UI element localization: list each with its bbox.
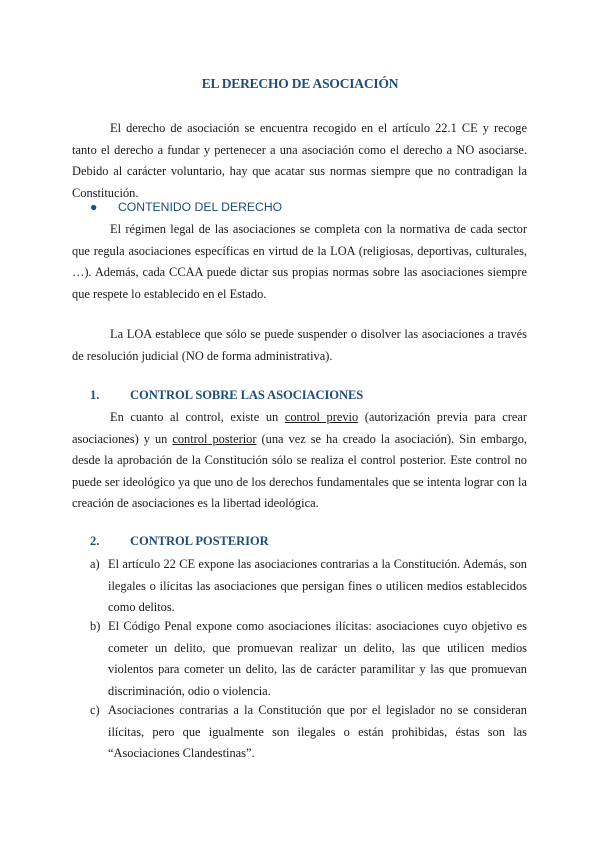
section-posterior-title: CONTROL POSTERIOR: [130, 534, 269, 548]
bullet-icon: ●: [90, 200, 98, 214]
list-letter: a): [90, 557, 100, 571]
section-number: 1.: [90, 388, 100, 402]
list-letter: b): [90, 619, 101, 633]
control-previo-term: control previo: [284, 410, 359, 424]
control-paragraph: [72, 407, 527, 515]
document-title: EL DERECHO DE ASOCIACIÓN: [201, 76, 399, 91]
list-item-c: [90, 700, 527, 765]
list-item-text: El artículo 22 CE expone las asociaciones contrarias a la Constitución. Además, son ilegales o ilícitas las asociaciones que persigan fines o utilicen medios establecidos como delitos.: [108, 557, 527, 614]
list-letter: c): [90, 703, 100, 717]
list-item-text: El Código Penal expone como asociaciones ilícitas: asociaciones cuyo objetivo es cometer un delito, que promuevan realizar un delito, las que utilicen medios violentos para cometer un delito, las de carácter paramilitar y las que promuevan discriminación, odio o violencia.: [108, 619, 527, 698]
list-item-text: Asociaciones contrarias a la Constitución que por el legislador no se consideran ilícitas, pero que igualmente son ilegales o están prohibidas, éstas son las “Asociaciones Clandestinas”.: [108, 703, 527, 760]
contenido-paragraph-1: El régimen legal de las asociaciones se completa con la normativa de cada sector que regula asociaciones específicas en virtud de la LOA (religiosas, deportivas, culturales, …). Además, cada CCAA puede dictar sus propias normas sobre las asociaciones siempre que respete lo establecido en el Estado.: [72, 222, 527, 301]
control-text-b: (autorización previa para crear asociaciones) y un: [72, 410, 528, 446]
section-contenido-heading: [90, 200, 282, 214]
control-text-a: En cuanto al control, existe un: [110, 410, 285, 424]
section-control-title: CONTROL SOBRE LAS ASOCIACIONES: [130, 388, 364, 402]
list-item-b: [90, 616, 527, 702]
section-control-heading: [90, 388, 363, 403]
section-number: 2.: [90, 534, 100, 548]
control-posterior-term: control posterior: [172, 431, 257, 446]
intro-paragraph: El derecho de asociación se encuentra recogido en el artículo 22.1 CE y recoge tanto el derecho a fundar y pertenecer a una asociación como el derecho a NO asociarse. Debido al carácter voluntario, hay que acatar sus normas siempre que no contradigan la Constitución.: [72, 121, 527, 200]
section-posterior-heading: [90, 534, 269, 549]
control-text-c: (una vez se ha creado la asociación). Sin embargo, desde la aprobación de la Constitución sólo se realiza el control posterior. Este control no puede ser ideológico ya que uno de los derechos fundamentales que se intenta lograr con la creación de asociaciones es la libertad ideológica.: [72, 431, 527, 510]
list-item-a: [90, 554, 527, 619]
section-contenido-title: CONTENIDO DEL DERECHO: [118, 200, 283, 214]
contenido-paragraph-2: La LOA establece que sólo se puede suspender o disolver las asociaciones a través de resolución judicial (NO de forma administrativa).: [72, 327, 527, 363]
